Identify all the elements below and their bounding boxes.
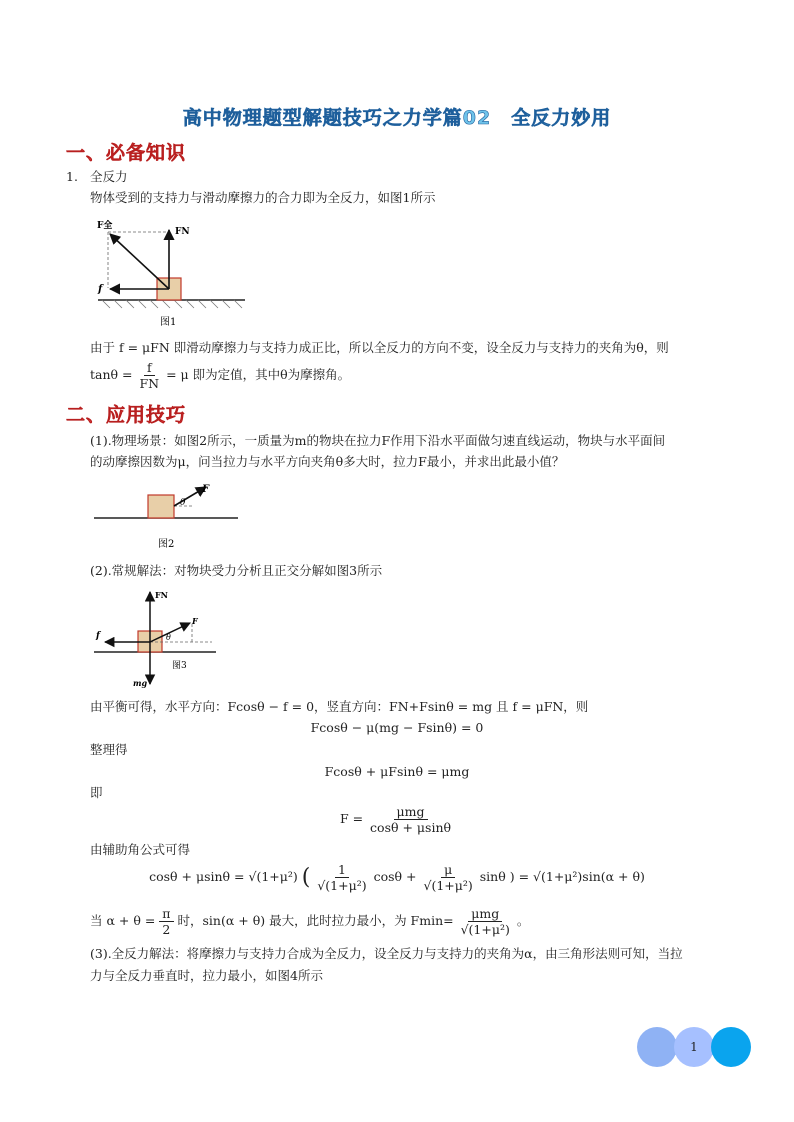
aux-text: 由辅助角公式可得 xyxy=(90,842,191,857)
label-friction: f xyxy=(96,631,100,641)
minimum-line xyxy=(90,906,529,937)
tan-fraction xyxy=(136,360,162,391)
fmin-numerator: μmg xyxy=(468,906,502,922)
equation-4 xyxy=(0,862,794,893)
label-f: f xyxy=(98,284,103,295)
pi-numerator: π xyxy=(159,906,173,922)
paragraph-a: 由于 f = μFN 即滑动摩擦力与支持力成正比，所以全反力的方向不变，设全反力与支持力的夹角为θ，则 xyxy=(90,340,669,355)
eq4-denominator-2: √(1+μ²) xyxy=(423,878,473,893)
problem-line-2: 的动摩擦因数为μ，问当拉力与水平方向夹角θ多大时，拉力F最小，并求出此最小值？ xyxy=(90,454,565,469)
label-f-pull: F xyxy=(192,616,198,626)
label-fn: FN xyxy=(175,227,190,237)
page-circle-right xyxy=(711,1027,751,1067)
intro-text: 物体受到的支持力与滑动摩擦力的合力即为全反力，如图1所示 xyxy=(90,190,436,205)
figure-1 xyxy=(90,212,250,332)
full-reaction-arrow xyxy=(110,234,169,289)
fmin-fraction xyxy=(458,906,513,937)
section-heading-2: 二、应用技巧 xyxy=(66,404,187,426)
full-reaction-method-line-2: 力与全反力垂直时，拉力最小，如图4所示 xyxy=(90,968,323,983)
open-paren: ( xyxy=(301,865,311,890)
eq3-numerator: μmg xyxy=(394,804,428,820)
when-b: 时，sin(α + θ) 最大，此时拉力最小，为 Fmin= xyxy=(177,913,454,928)
figure-3 xyxy=(92,586,222,690)
tan-formula-line xyxy=(90,360,350,391)
page-number: 1 xyxy=(674,1027,714,1067)
eq4-fraction-2 xyxy=(421,862,476,893)
equation-3 xyxy=(0,804,794,835)
when-a: 当 α + θ = xyxy=(90,913,156,928)
item-number: 1. xyxy=(66,169,78,184)
tan-rest: = μ 即为定值，其中θ为摩擦角。 xyxy=(166,367,351,382)
eq4-numerator-1: 1 xyxy=(335,862,349,878)
item-title: 全反力 xyxy=(90,169,128,184)
eq4-fraction-1 xyxy=(314,862,369,893)
figure-2-caption: 图2 xyxy=(158,539,175,550)
tan-denominator: FN xyxy=(139,376,160,391)
tan-numerator: f xyxy=(144,360,155,376)
label-f: F xyxy=(202,484,210,495)
regular-method-text: (2).常规解法：对物块受力分析且正交分解如图3所示 xyxy=(90,563,383,578)
equation-1: Fcosθ − μ(mg − Fsinθ) = 0 xyxy=(310,720,484,735)
problem-line-1: (1).物理场景：如图2所示，一质量为m的物块在拉力F作用下沿水平面做匀速直线运动，物块与水平面间 xyxy=(90,433,666,448)
balance-text: 由平衡可得，水平方向：Fcosθ − f = 0，竖直方向：FN+Fsinθ = mg 且 f = μFN，则 xyxy=(90,699,589,714)
eq4-rhs: sinθ ) = √(1+μ²)sin(α + θ) xyxy=(479,869,645,884)
eq4-lhs: cosθ + μsinθ = √(1+μ²) xyxy=(149,869,298,884)
document-title: 高中物理题型解题技巧之力学篇02 全反力妙用 xyxy=(182,107,612,129)
full-reaction-method-line-1: (3).全反力解法：将摩擦力与支持力合成为全反力，设全反力与支持力的夹角为α，由三角形法则可知，当拉 xyxy=(90,946,683,961)
eq4-denominator-1: √(1+μ²) xyxy=(317,878,367,893)
section-heading-1: 一、必备知识 xyxy=(66,142,187,164)
arrange-text: 整理得 xyxy=(90,742,128,757)
ji-text: 即 xyxy=(90,785,103,800)
figure-2 xyxy=(92,478,242,553)
eq4-numerator-2: μ xyxy=(441,862,455,878)
figure-3-caption: 图3 xyxy=(172,661,187,671)
pi-half-fraction xyxy=(159,906,173,937)
pi-denominator: 2 xyxy=(162,922,171,937)
page-circle-left xyxy=(637,1027,677,1067)
equation-2: Fcosθ + μFsinθ = μmg xyxy=(324,764,470,779)
eq3-denominator: cosθ + μsinθ xyxy=(370,820,452,835)
figure-1-caption: 图1 xyxy=(160,317,177,328)
label-fn: FN xyxy=(155,590,168,600)
label-fq: F全 xyxy=(97,221,113,231)
eq3-lhs: F = xyxy=(339,811,364,826)
tan-lhs: tanθ = xyxy=(90,367,133,382)
when-end: 。 xyxy=(516,913,530,928)
label-theta: θ xyxy=(166,633,171,642)
eq3-fraction xyxy=(367,804,454,835)
eq4-mid: cosθ + xyxy=(373,869,417,884)
block xyxy=(148,495,174,518)
label-mg: mg xyxy=(133,678,148,688)
fmin-denominator: √(1+μ²) xyxy=(460,922,510,937)
label-theta: θ xyxy=(180,498,186,508)
